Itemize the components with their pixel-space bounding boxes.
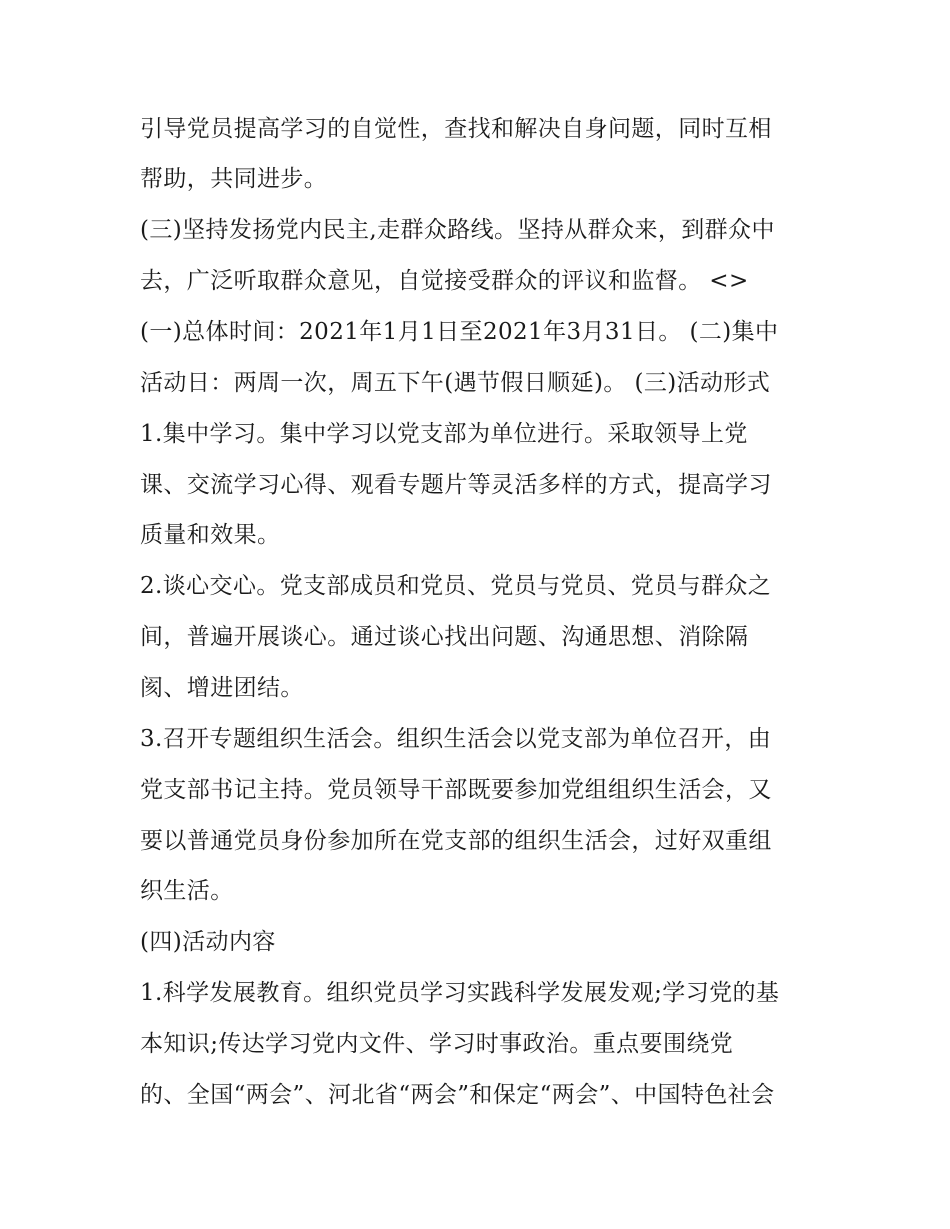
text-line: 的、全国“两会”、河北省“两会”和保定“两会”、中国特色社会 <box>140 1082 775 1108</box>
section-heading: (四)活动内容 <box>140 929 276 955</box>
text-line: 要以普通党员身份参加所在党支部的组织生活会，过好双重组 <box>140 828 772 854</box>
text-line: 本知识;传达学习党内文件、学习时事政治。重点要围绕党 <box>140 1031 734 1057</box>
text-line: (一)总体时间：2021年1月1日至2021年3月31日。 (二)集中 <box>140 319 779 345</box>
text-line: 质量和效果。 <box>140 522 281 548</box>
text-line: 帮助，共同进步。 <box>140 166 328 192</box>
text-line: 3.召开专题组织生活会。组织生活会以党支部为单位召开，由 <box>140 726 772 752</box>
text-line: 课、交流学习心得、观看专题片等灵活多样的方式，提高学习 <box>140 472 772 498</box>
text-line: 党支部书记主持。党员领导干部既要参加党组组织生活会，又 <box>140 777 772 803</box>
text-line: 阂、增进团结。 <box>140 675 304 701</box>
text-line: 2.谈心交心。党支部成员和党员、党员与党员、党员与群众之 <box>140 573 772 599</box>
text-line: 织生活。 <box>140 878 234 904</box>
text-line: 引导党员提高学习的自觉性，查找和解决自身问题，同时互相 <box>140 116 772 142</box>
text-line: 1.科学发展教育。组织党员学习实践科学发展发观;学习党的基 <box>140 980 780 1006</box>
text-line: 间，普遍开展谈心。通过谈心找出问题、沟通思想、消除隔 <box>140 624 749 650</box>
text-line: 1.集中学习。集中学习以党支部为单位进行。采取领导上党 <box>140 421 748 447</box>
text-line: (三)坚持发扬党内民主,走群众路线。坚持从群众来，到群众中 <box>140 217 775 243</box>
text-line: 去，广泛听取群众意见，自觉接受群众的评议和监督。 <> <box>140 268 749 294</box>
text-line: 活动日：两周一次，周五下午(遇节假日顺延)。 (三)活动形式 <box>140 370 771 396</box>
